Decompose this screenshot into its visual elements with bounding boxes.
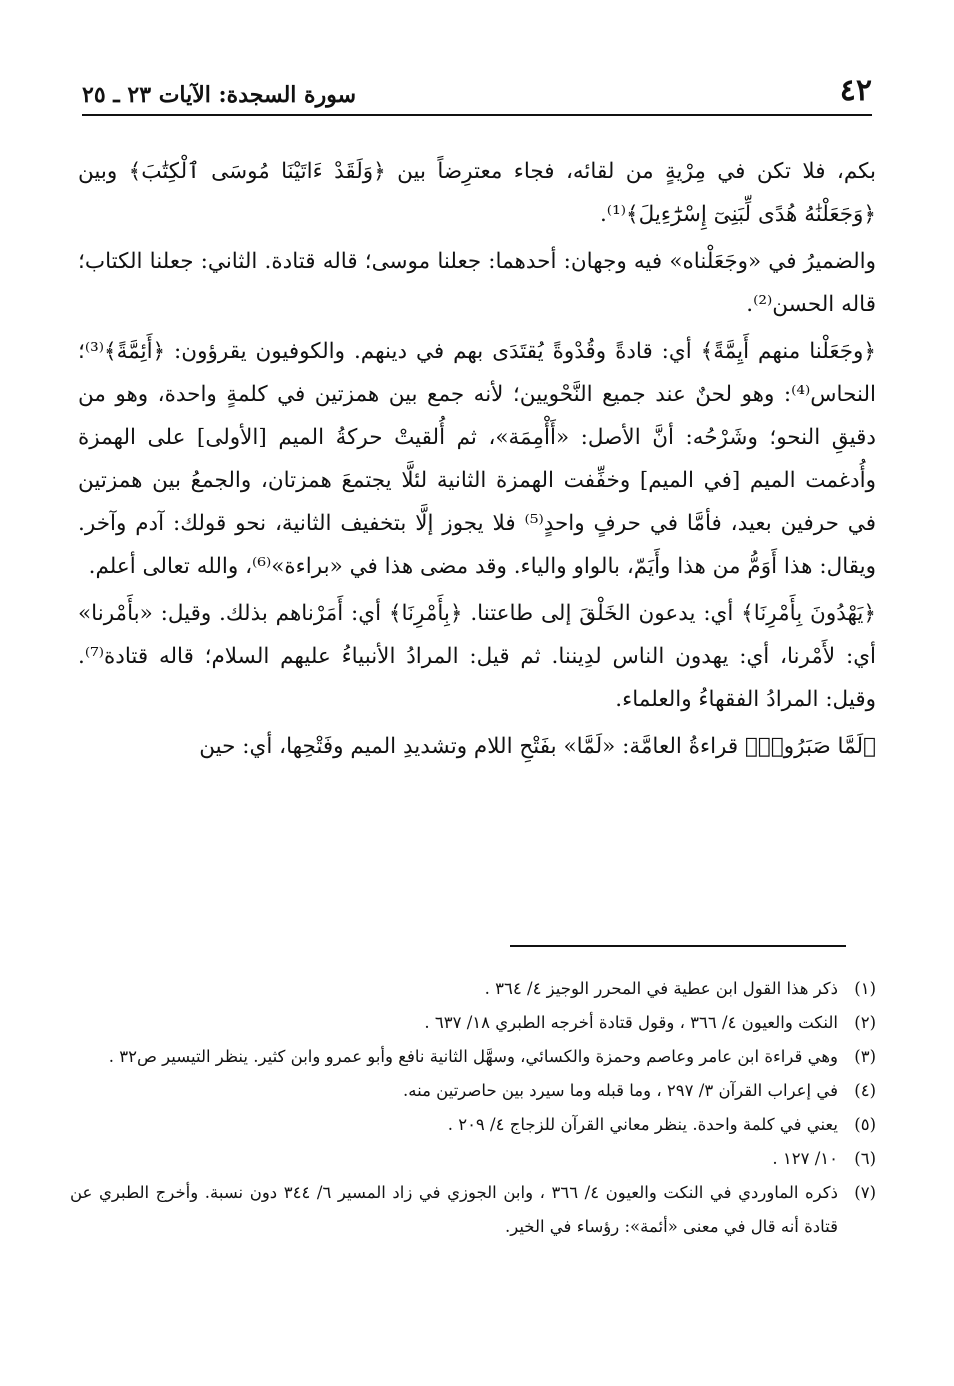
footnote-text: وهي قراءة ابن عامر وعاصم وحمزة والكسائي، وسهَّل الثانية نافع وأبو عمرو وابن كثير. ينظر التيسير ص٣٢ .	[108, 1047, 838, 1066]
footnote-text: في إعراب القرآن ٣/ ٢٩٧ ، وما قبله وما سيرد بين حاصرتين منه.	[403, 1081, 838, 1100]
footnote-text: ذكر هذا القول ابن عطية في المحرر الوجيز ٤/ ٣٦٤ .	[484, 979, 838, 998]
page-header	[82, 60, 872, 116]
footnote-text: يعني في كلمة واحدة. ينظر معاني القرآن للزجاج ٤/ ٢٠٩ .	[447, 1115, 838, 1134]
footnotes	[70, 972, 876, 1244]
footnote-number: (٢)	[854, 1013, 876, 1032]
page-number: ٤٢	[839, 73, 872, 108]
footnote-number: (٧)	[854, 1183, 876, 1202]
paragraph: ﴿وجَعَلْنا منهم أَيِمَّةً﴾ أي: قادةً وقُدْوةً يُقتَدَى بهم في دينهم. والكوفيون يقرؤون: ﴿أَئِمَّةً﴾⁽³⁾؛ النحاس⁽⁴⁾: وهو لحنٌ عند جميع النَّحْويين؛ لأنه جمع بين همزتين في كلمةٍ واحدة، وهو من دقيقِ النحو؛ وشَرْحُه: أنَّ الأصل: «أَأْمِمَة»، ثم أُلقيتْ حركةُ الميم [الأولى] على الهمزة وأُدغمت الميم [في الميم] وخفِّفت الهمزة الثانية لئلَّا يجتمعَ همزتان، والجمعُ بين همزتين في حرفين بعيد، فأمَّا في حرفٍ واحدٍ⁽⁵⁾ فلا يجوز إلَّا بتخفيف الثانية، نحو قولك: آدم وآخر. ويقال: هذا أَوَمُّ من هذا وأَيَمّ، بالواو والياء. وقد مضى هذا في «براءة»⁽⁶⁾، والله تعالى أعلم.	[78, 339, 876, 579]
footnote-text: النكت والعيون ٤/ ٣٦٦ ، وقول قتادة أخرجه الطبري ١٨/ ٦٣٧ .	[424, 1013, 838, 1032]
footnote	[70, 972, 876, 1006]
footnote	[70, 1040, 876, 1074]
paragraph: والضميرُ في «وجَعَلْناه» فيه وجهان: أحدهما: جعلنا موسى؛ قاله قتادة. الثاني: جعلنا الكتاب؛ قاله الحسن⁽²⁾.	[78, 249, 876, 317]
footnote-number: (٥)	[854, 1115, 876, 1134]
footnote	[70, 1074, 876, 1108]
footnote-separator	[510, 945, 846, 947]
paragraph: ﴿يَهْدُونَ بِأَمْرِنَا﴾ أي: يدعون الخَلْقَ إلى طاعتنا. ﴿بِأَمْرِنَا﴾ أي: أَمَرْناهم بذلك. وقيل: «بأَمْرنا» أي: لأَمْرنا، أي: يهدون الناس لدِيننا. ثم قيل: المرادُ الأنبياءُ عليهم السلام؛ قاله قتادة⁽⁷⁾. وقيل: المرادُ الفقهاءُ والعلماء.	[78, 601, 876, 712]
footnote	[70, 1108, 876, 1142]
footnote-number: (٣)	[854, 1047, 876, 1066]
footnote-number: (٤)	[854, 1081, 876, 1100]
footnote-number: (٦)	[854, 1149, 876, 1168]
footnote-text: ذكره الماوردي في النكت والعيون ٤/ ٣٦٦ ، وابن الجوزي في زاد المسير ٦/ ٣٤٤ دون نسبة. وأخرج الطبري عن قتادة أنه قال في معنى «أئمة»: رؤساء في الخير.	[70, 1183, 838, 1236]
footnote	[70, 1176, 876, 1244]
paragraph: بكم، فلا تكن في مِرْيةٍ من لقائه، فجاء معترِضاً بين ﴿وَلَقَدْ ءَاتَيْنَا مُوسَى ٱلْكِتَٰبَ﴾ وبين ﴿وَجَعَلْنَٰهُ هُدًى لِّبَنِىٓ إِسْرَٰٓءِيلَ﴾⁽¹⁾.	[78, 159, 876, 227]
main-text	[78, 150, 876, 772]
footnote-text: ١٠/ ١٢٧ .	[772, 1149, 838, 1168]
footnote	[70, 1142, 876, 1176]
running-title: سورة السجدة: الآيات ٢٣ ـ ٢٥	[82, 82, 357, 108]
footnote-number: (١)	[854, 979, 876, 998]
paragraph: ﴿لَمَّا صَبَرُوا۟﴾ قراءةُ العامَّة: «لَمَّا» بفَتْحِ اللام وتشديدِ الميم وفَتْحِها، أي: حين	[199, 734, 876, 759]
footnote	[70, 1006, 876, 1040]
